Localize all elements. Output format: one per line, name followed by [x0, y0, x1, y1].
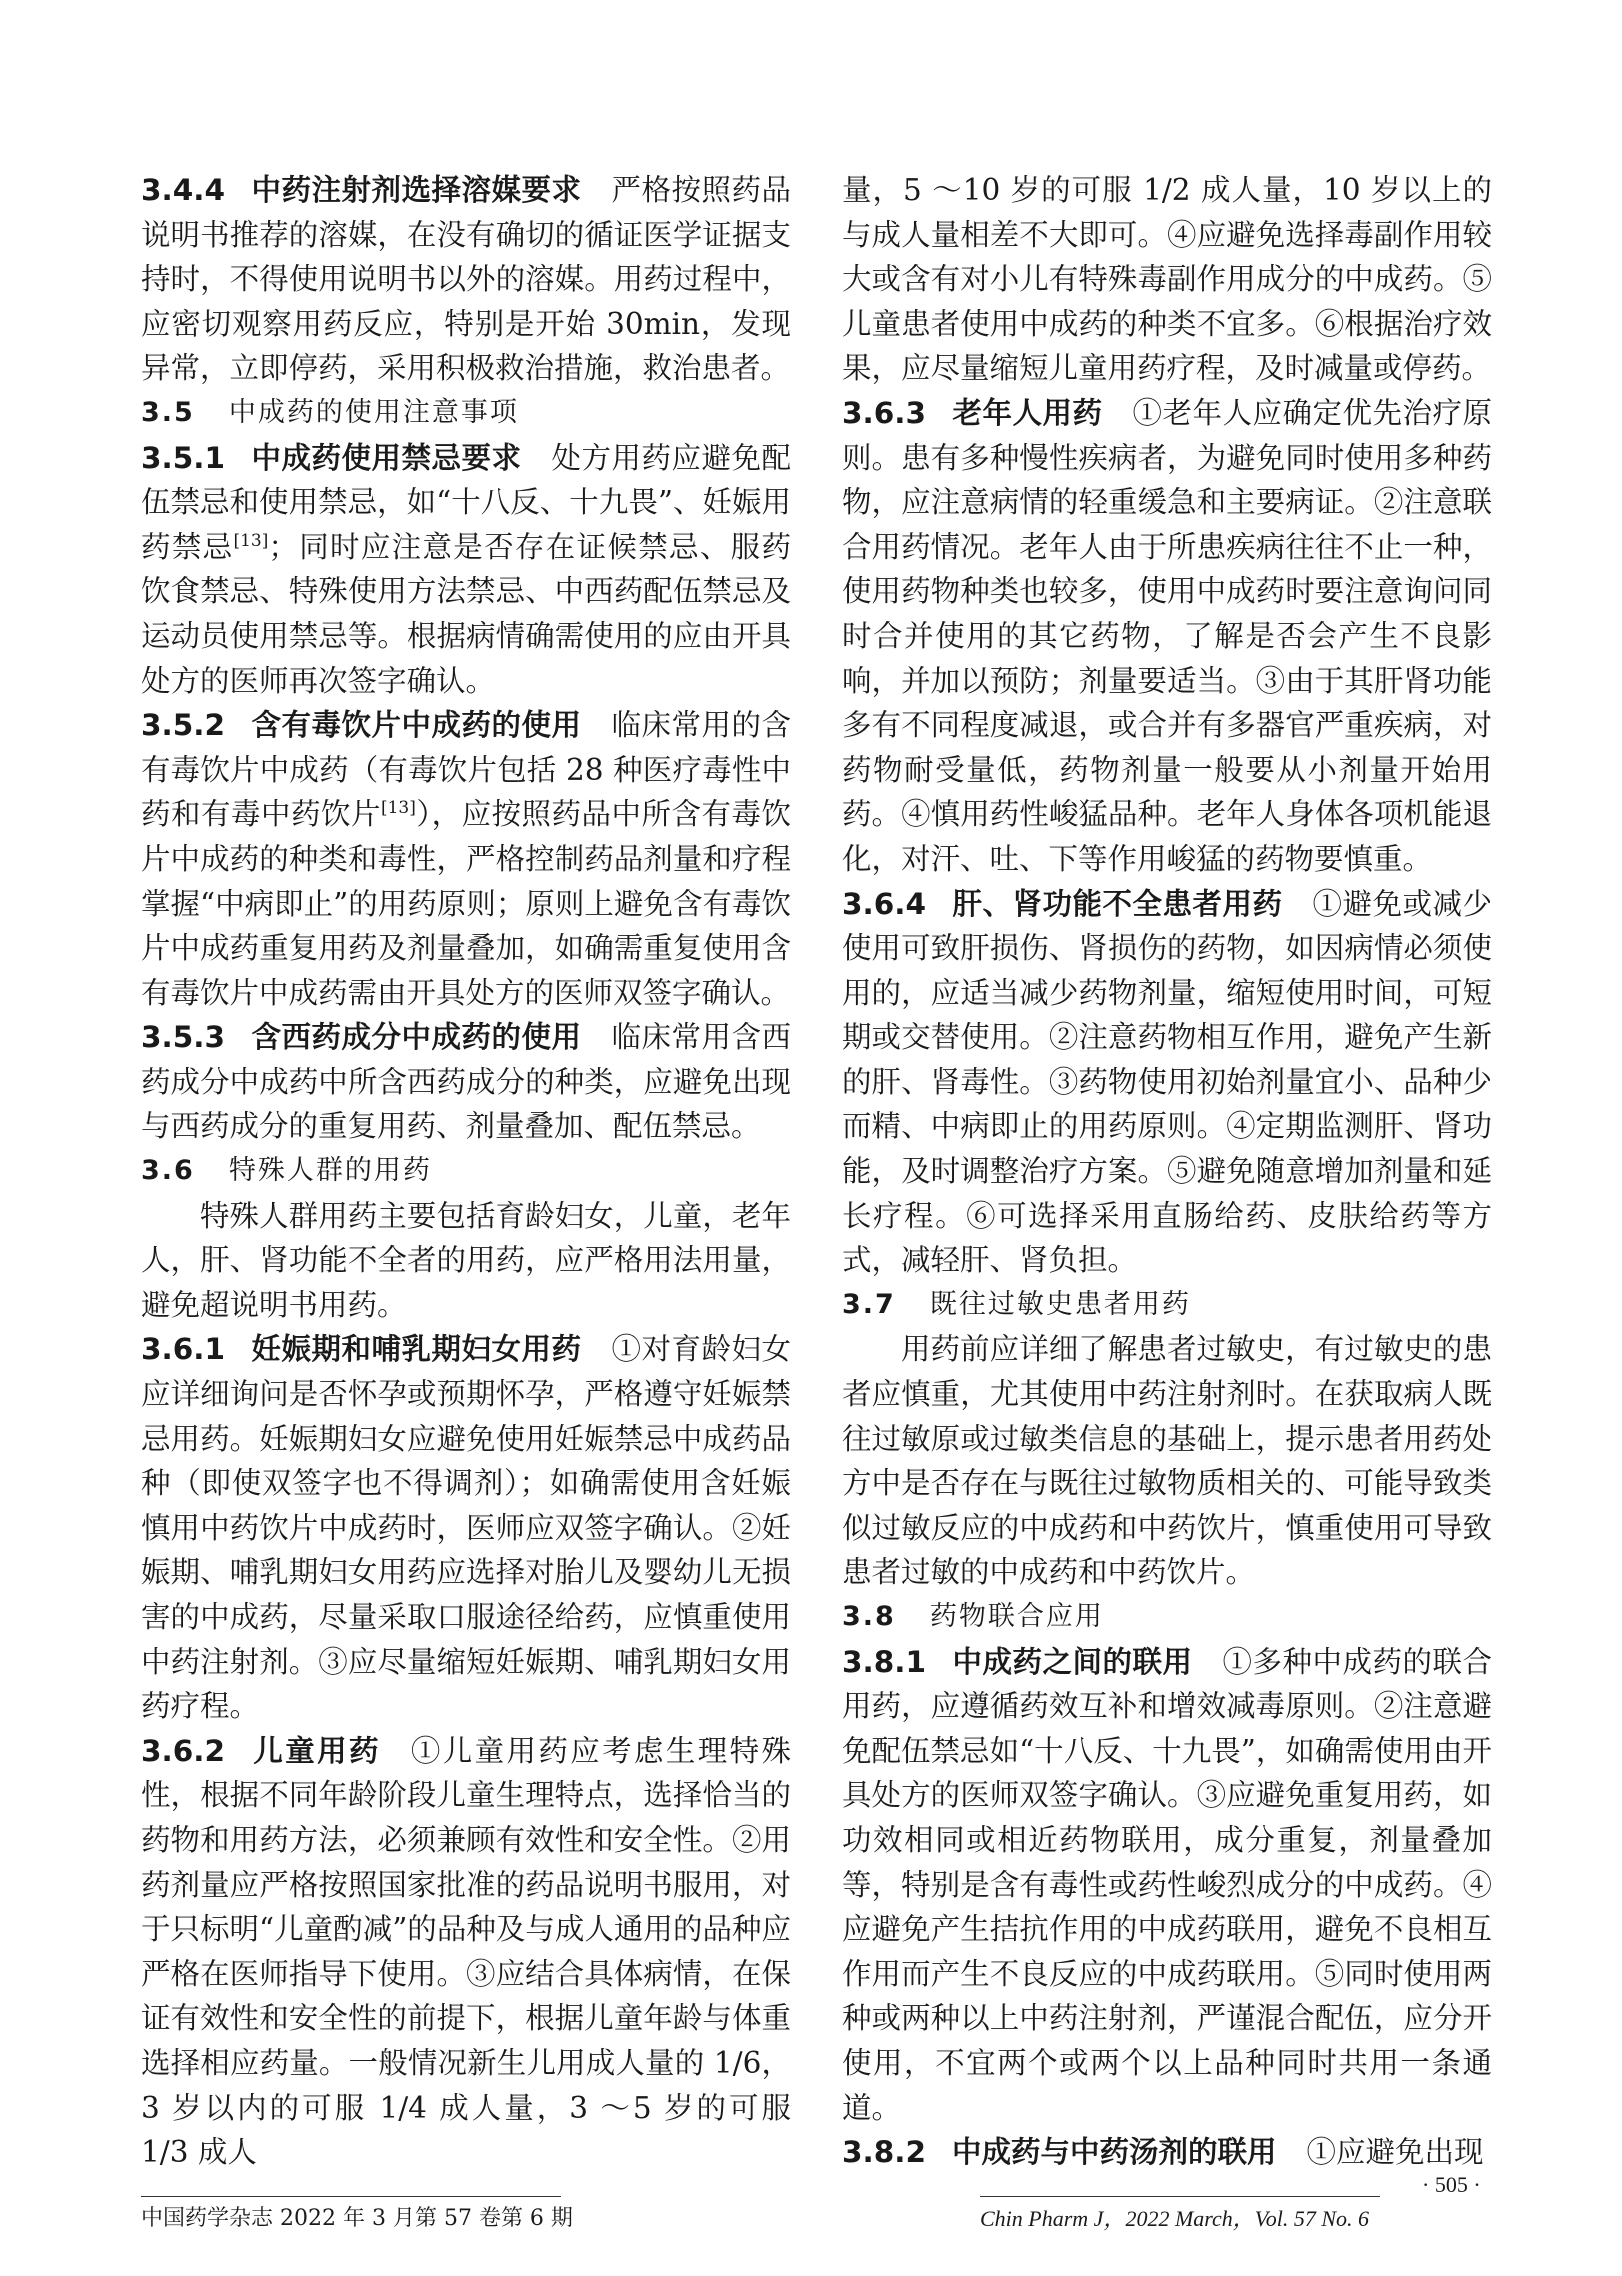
subsection-title: 中成药之间的联用 [952, 1643, 1193, 1679]
subsection-number: 3.5.3 [141, 1020, 225, 1055]
subsection-title: 中药注射剂选择溶媒要求 [251, 172, 582, 207]
subsection-number: 3.6.3 [842, 395, 926, 430]
subsection-number: 3.8.1 [842, 1644, 926, 1679]
left-column [141, 168, 791, 2175]
section-heading [842, 1283, 1492, 1328]
paragraph-text: ①儿童用药应考虑生理特殊性，根据不同年龄阶段儿童生理特点，选择恰当的药物和用药方法，必须兼顾有效性和安全性。②用药剂量应严格按照国家批准的药品说明书服用，对于只标明“儿童酌减”的品种及与成人通用的品种应严格在医师指导下使用。③应结合具体病情，在保证有效性和安全性的前提下，根据儿童年龄与体重选择相应药量。一般情况新生儿用成人量的 1/6，3 岁以内的可服 1/4 成人量，3 ～5 岁的可服 1/3 成人 [141, 1733, 791, 2170]
subsection-paragraph [141, 168, 791, 391]
section-number: 3.5 [141, 396, 195, 428]
section-number: 3.7 [842, 1288, 896, 1320]
subsection-number: 3.5.1 [141, 440, 225, 475]
section-number: 3.8 [842, 1601, 896, 1632]
paragraph-text: ①老年人应确定优先治疗原则。患有多种慢性疾病者，为避免同时使用多种药物，应注意病情的轻重缓急和主要病证。②注意联合用药情况。老年人由于所患疾病往往不止一种，使用药物种类也较多，使用中成药时要注意询问同时合并使用的其它药物，了解是否会产生不良影响，并加以预防；剂量要适当。③由于其肝肾功能多有不同程度减退，或合并有多器官严重疾病，对药物耐受量低，药物剂量一般要从小剂量开始用药。④慎用药性峻猛品种。老年人身体各项机能退化，对汗、吐、下等作用峻猛的药物要慎重。 [842, 395, 1492, 876]
subsection-number: 3.4.4 [141, 173, 225, 207]
paragraph-text: ①避免或减少使用可致肝损伤、肾损伤的药物，如因病情必须使用的，应适当减少药物剂量，缩短使用时间，可短期或交替使用。②注意药物相互作用，避免产生新的肝、肾毒性。③药物使用初始剂量宜小、品种少而精、中病即止的用药原则。④定期监测肝、肾功能，及时调整治疗方案。⑤避免随意增加剂量和延长疗程。⑥可选择采用直肠给药、皮肤给药等方式，减轻肝、肾负担。 [842, 886, 1492, 1278]
footer-rule-left [141, 2196, 561, 2197]
subsection-paragraph [141, 703, 791, 1015]
subsection-title: 儿童用药 [251, 1732, 381, 1768]
right-column [842, 168, 1492, 2175]
subsection-title: 含西药成分中成药的使用 [251, 1019, 582, 1055]
section-title: 既往过敏史患者用药 [929, 1288, 1191, 1320]
subsection-paragraph [141, 1729, 791, 2175]
section-number: 3.6 [141, 1155, 195, 1187]
subsection-title: 含有毒饮片中成药的使用 [251, 707, 582, 743]
section-title: 中成药的使用注意事项 [228, 396, 519, 428]
subsection-paragraph [842, 882, 1492, 1283]
subsection-title: 中成药与中药汤剂的联用 [952, 2134, 1277, 2170]
citation-ref: [13] [380, 798, 416, 819]
subsection-number: 3.5.2 [141, 708, 225, 743]
subsection-paragraph [141, 1327, 791, 1728]
subsection-title: 妊娠期和哺乳期妇女用药 [251, 1331, 582, 1367]
subsection-number: 3.8.2 [842, 2135, 926, 2170]
subsection-title: 老年人用药 [952, 394, 1103, 430]
paragraph-text: 用药前应详细了解患者过敏史，有过敏史的患者应慎重，尤其使用中药注射剂时。在获取病人既往过敏原或过敏类信息的基础上，提示患者用药处方中是否存在与既往过敏物质相关的、可能导致类似过敏反应的中成药和中药饮片，慎重使用可导致患者过敏的中成药和中药饮片。 [842, 1332, 1492, 1590]
subsection-paragraph [141, 436, 791, 704]
citation-ref: [13] [233, 530, 269, 551]
paragraph-text: 临床常用含西药成分中成药中所含西药成分的种类，应避免出现与西药成分的重复用药、剂量叠加、配伍禁忌。 [141, 1020, 791, 1144]
paragraph-text: 处方用药应避免配伍禁忌和使用禁忌，如“十八反、十九畏”、妊娠用药禁忌 [141, 440, 791, 564]
subsection-paragraph [842, 2130, 1492, 2175]
section-title: 药物联合应用 [929, 1601, 1104, 1632]
paragraph-text: 特殊人群用药主要包括育龄妇女，儿童，老年人，肝、肾功能不全者的用药，应严格用法用量，避免超说明书用药。 [141, 1198, 791, 1322]
paragraph-text: 严格按照药品说明书推荐的溶媒，在没有确切的循证医学证据支持时，不得使用说明书以外的溶媒。用药过程中，应密切观察用药反应，特别是开始 30min，发现异常，立即停药，采用积极救治措施，救治患者。 [141, 173, 791, 386]
section-title: 特殊人群的用药 [228, 1155, 432, 1187]
paragraph-text: ①对育龄妇女应详细询问是否怀孕或预期怀孕，严格遵守妊娠禁忌用药。妊娠期妇女应避免使用妊娠禁忌中成药品种（即使双签字也不得调剂）；如确需使用含妊娠慎用中药饮片中成药时，医师应双签字确认。②妊娠期、哺乳期妇女用药应选择对胎儿及婴幼儿无损害的中成药，尽量采取口服途径给药，应慎重使用中药注射剂。③应尽量缩短妊娠期、哺乳期妇女用药疗程。 [141, 1332, 791, 1724]
body-paragraph [842, 1327, 1492, 1595]
subsection-number: 3.6.4 [842, 886, 926, 921]
paragraph-text: ①多种中成药的联合用药，应遵循药效互补和增效减毒原则。②注意避免配伍禁忌如“十八反、十九畏”，如确需使用由开具处方的医师双签字确认。③应避免重复用药，如功效相同或相近药物联用，成分重复，剂量叠加等，特别是含有毒性或药性峻烈成分的中成药。④应避免产生拮抗作用的中成药联用，避免不良相互作用而产生不良反应的中成药联用。⑤同时使用两种或两种以上中药注射剂，严谨混合配伍，应分开使用，不宜两个或两个以上品种同时共用一条通道。 [842, 1644, 1492, 2125]
section-heading [842, 1595, 1492, 1640]
footer-rule-right [980, 2196, 1380, 2197]
subsection-number: 3.6.2 [141, 1733, 225, 1768]
subsection-paragraph [842, 1640, 1492, 2131]
subsection-title: 中成药使用禁忌要求 [251, 439, 522, 475]
subsection-title: 肝、肾功能不全患者用药 [952, 885, 1283, 921]
paragraph-text: ；同时应注意是否存在证候禁忌、服药饮食禁忌、特殊使用方法禁忌、中西药配伍禁忌及运动员使用禁忌等。根据病情确需使用的应由开具处方的医师再次签字确认。 [141, 529, 791, 698]
paragraph-text: 量，5 ～10 岁的可服 1/2 成人量，10 岁以上的与成人量相差不大即可。④应避免选择毒副作用较大或含有对小儿有特殊毒副作用成分的中成药。⑤儿童患者使用中成药的种类不宜多。⑥根据治疗效果，应尽量缩短儿童用药疗程，及时减量或停药。 [842, 173, 1492, 386]
continued-paragraph [842, 168, 1492, 391]
subsection-paragraph [842, 391, 1492, 882]
subsection-paragraph [141, 1015, 791, 1149]
paragraph-text: 临床常用的含有毒饮片中成药（有毒饮片包括 28 种医疗毒性中药和有毒中药饮片 [141, 708, 791, 832]
footer-journal-en: Chin Pharm J，2022 March，Vol. 57 No. 6 [980, 2206, 1370, 2231]
section-heading [141, 1149, 791, 1194]
subsection-number: 3.6.1 [141, 1332, 225, 1367]
paragraph-text: ），应按照药品中所含有毒饮片中成药的种类和毒性，严格控制药品剂量和疗程掌握“中病即止”的用药原则；原则上避免含有毒饮片中成药重复用药及剂量叠加，如确需重复使用含有毒饮片中成药需由开具处方的医师双签字确认。 [141, 797, 791, 1010]
section-heading [141, 391, 791, 436]
paragraph-text: ①应避免出现 [1306, 2135, 1484, 2170]
page-number: · 505 · [1422, 2172, 1481, 2197]
footer-journal-cn: 中国药学杂志 2022 年 3 月第 57 卷第 6 期 [141, 2206, 573, 2231]
body-paragraph [141, 1194, 791, 1328]
